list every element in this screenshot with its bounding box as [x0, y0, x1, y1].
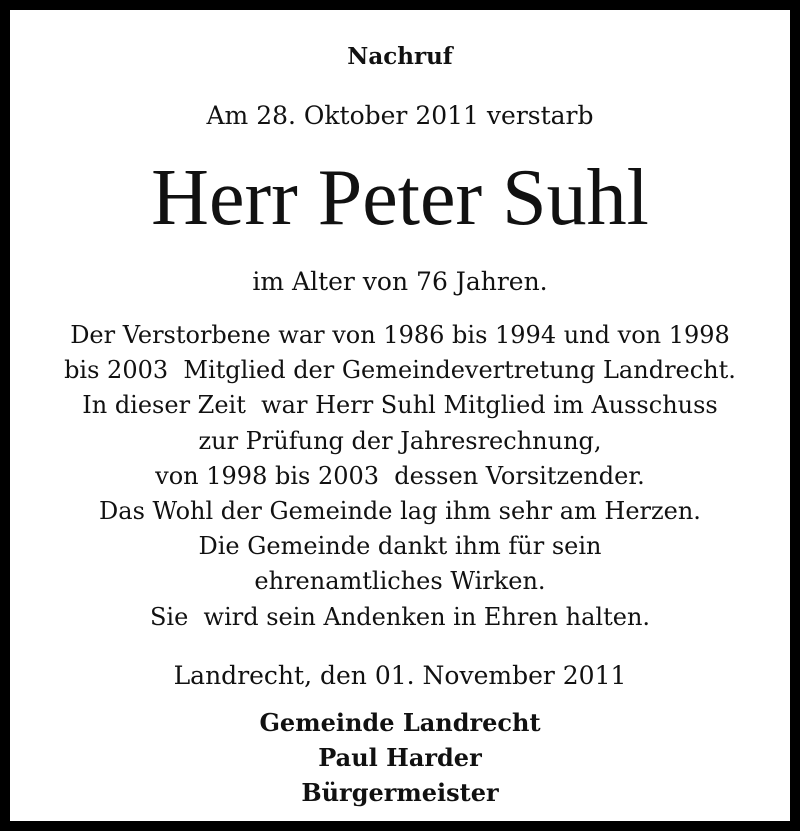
body-line: Die Gemeinde dankt ihm für sein: [198, 532, 602, 561]
notice-body: [20, 318, 780, 635]
age-line: im Alter von 76 Jahren.: [252, 267, 548, 296]
signature-title: Bürgermeister: [301, 778, 499, 807]
death-date-line: Am 28. Oktober 2011 verstarb: [206, 101, 594, 130]
signature-organization: Gemeinde Landrecht: [259, 708, 541, 737]
body-line: Der Verstorbene war von 1986 bis 1994 und von 1998: [70, 321, 730, 349]
body-line: von 1998 bis 2003 dessen Vorsitzender.: [155, 461, 645, 490]
deceased-name: Herr Peter Suhl: [151, 154, 649, 242]
body-line: ehrenamtliches Wirken.: [254, 567, 546, 596]
body-line: zur Prüfung der Jahresrechnung,: [198, 426, 602, 455]
body-line: bis 2003 Mitglied der Gemeindevertretung Landrecht.: [64, 356, 736, 385]
notice-heading: Nachruf: [347, 43, 453, 70]
body-line: In dieser Zeit war Herr Suhl Mitglied im Ausschuss: [82, 391, 718, 420]
body-line: Das Wohl der Gemeinde lag ihm sehr am Herzen.: [99, 497, 701, 526]
signature-person: Paul Harder: [318, 743, 482, 772]
body-line: Sie wird sein Andenken in Ehren halten.: [149, 602, 651, 631]
place-date: Landrecht, den 01. November 2011: [173, 661, 627, 690]
